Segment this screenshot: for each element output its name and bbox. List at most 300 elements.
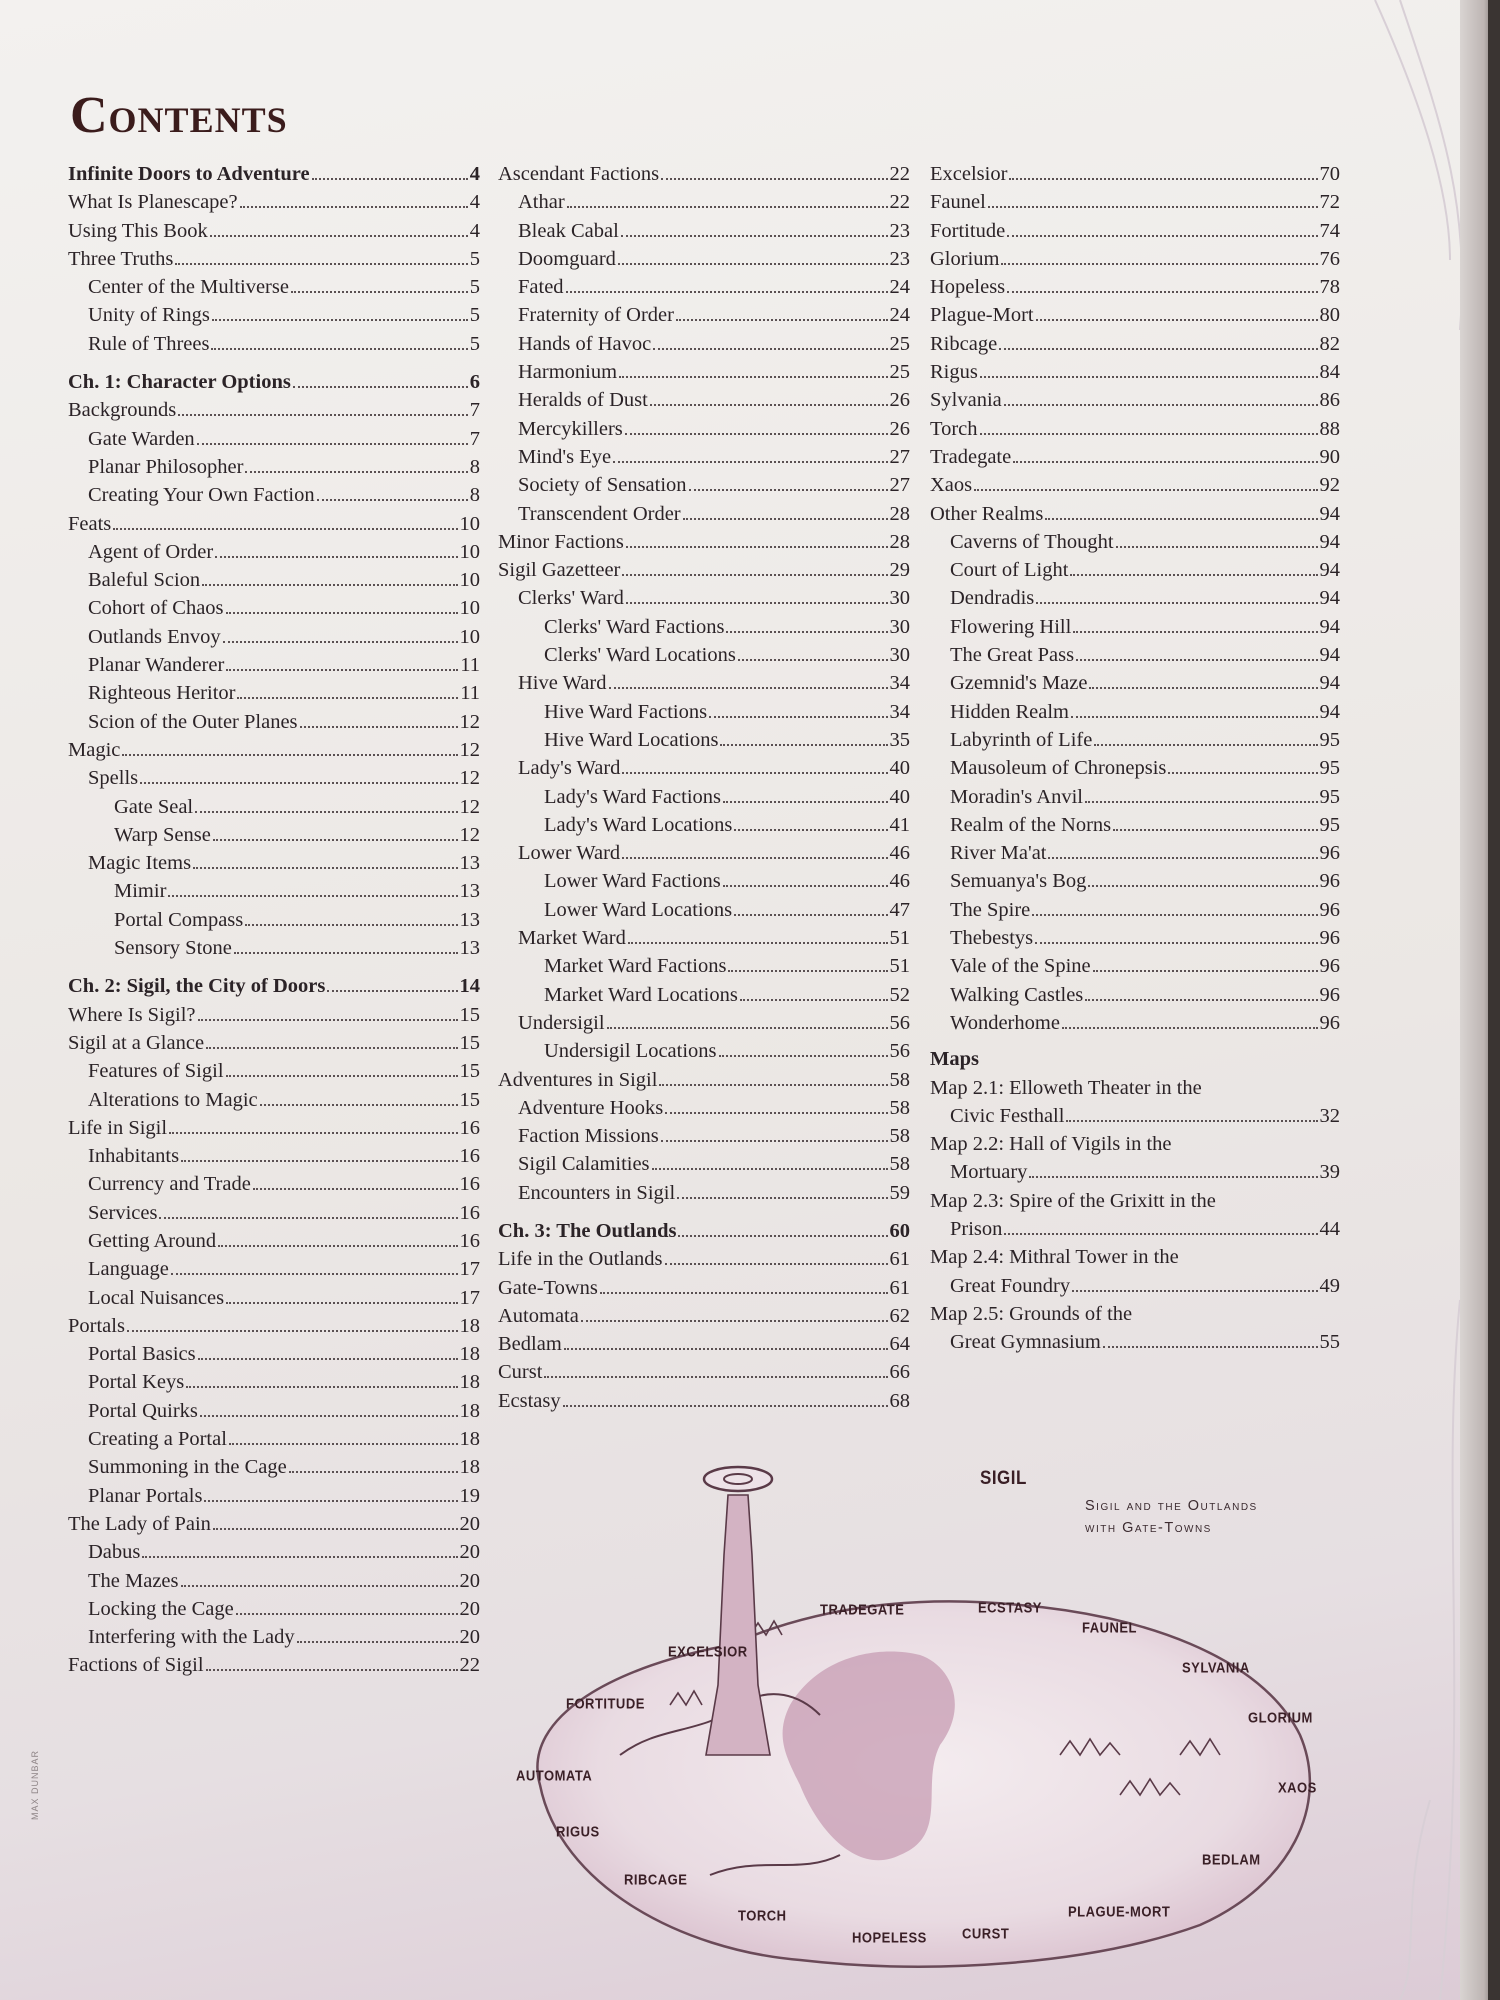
- toc-entry-page: 20: [459, 1597, 480, 1620]
- toc-entry-page: 96: [1319, 1011, 1340, 1034]
- toc-entry: [68, 793, 480, 821]
- toc-entry: [498, 1179, 910, 1207]
- toc-entry-page: 72: [1319, 191, 1340, 214]
- dot-leader: [181, 1569, 458, 1587]
- toc-entry: [498, 188, 910, 216]
- dot-leader: [1113, 813, 1317, 831]
- toc-entry: [68, 1255, 480, 1283]
- map-entry-title: Map 2.2: Hall of Vigils in the: [930, 1133, 1172, 1156]
- map-list-entry: [930, 1187, 1340, 1244]
- toc-entry: [68, 594, 480, 622]
- toc-entry-title: What Is Planescape?: [68, 191, 238, 214]
- toc-entry-title: Glorium: [930, 247, 1000, 270]
- toc-entry: [498, 1150, 910, 1178]
- toc-entry-title: Services: [88, 1201, 158, 1224]
- toc-entry-title: Portals: [68, 1314, 125, 1337]
- toc-entry: [930, 698, 1340, 726]
- dot-leader: [738, 643, 888, 661]
- dot-leader: [127, 1314, 458, 1332]
- dot-leader: [213, 1512, 458, 1530]
- toc-entry-page: 56: [889, 1011, 910, 1034]
- map-entry-title: Map 2.1: Elloweth Theater in the: [930, 1076, 1202, 1099]
- toc-entry: [68, 1368, 480, 1396]
- toc-entry: [930, 811, 1340, 839]
- toc-entry-page: 12: [459, 795, 480, 818]
- toc-entry: [498, 924, 910, 952]
- dot-leader: [1094, 728, 1317, 746]
- map-label-ecstasy: ECSTASY: [978, 1598, 1042, 1617]
- toc-entry: [498, 981, 910, 1009]
- toc-entry: [68, 1199, 480, 1227]
- toc-entry-title: Semuanya's Bog: [950, 870, 1087, 893]
- toc-entry: [68, 301, 480, 329]
- toc-entry: [68, 623, 480, 651]
- toc-entry-page: 26: [889, 417, 910, 440]
- toc-entry-title: Alterations to Magic: [88, 1088, 258, 1111]
- toc-entry: [498, 726, 910, 754]
- toc-entry-page: 6: [469, 371, 480, 394]
- dot-leader: [659, 1068, 887, 1086]
- dot-leader: [734, 813, 887, 831]
- toc-entry-title: Heralds of Dust: [518, 389, 648, 412]
- dot-leader: [740, 983, 888, 1001]
- toc-entry: [68, 1057, 480, 1085]
- toc-entry: [498, 839, 910, 867]
- toc-entry-title: Harmonium: [518, 361, 618, 384]
- toc-entry-title: Xaos: [930, 474, 973, 497]
- dot-leader: [193, 851, 457, 869]
- toc-entry-title: Features of Sigil: [88, 1060, 224, 1083]
- dot-leader: [293, 370, 468, 388]
- dot-leader: [1004, 1217, 1317, 1235]
- toc-entry-title: Ascendant Factions: [498, 163, 660, 185]
- dot-leader: [980, 360, 1318, 378]
- dot-leader: [709, 700, 887, 718]
- dot-leader: [1088, 869, 1317, 887]
- toc-entry-page: 41: [889, 813, 910, 836]
- toc-entry-title: Life in the Outlands: [498, 1248, 663, 1271]
- dot-leader: [734, 898, 887, 916]
- dot-leader: [210, 219, 468, 237]
- toc-entry: [498, 443, 910, 471]
- dot-leader: [665, 1096, 887, 1114]
- toc-entry-title: Flowering Hill: [950, 615, 1072, 638]
- toc-entry: [498, 500, 910, 528]
- map-entry-location: Great Gymnasium: [950, 1331, 1101, 1354]
- toc-entry-page: 58: [889, 1068, 910, 1091]
- toc-entry-title: Fated: [518, 276, 564, 299]
- toc-entry-page: 19: [459, 1484, 480, 1507]
- map-label-curst: CURST: [962, 1924, 1010, 1943]
- toc-entry-page: 10: [459, 540, 480, 563]
- toc-entry-title: Clerks' Ward: [518, 587, 624, 610]
- dot-leader: [297, 1625, 458, 1643]
- toc-entry-page: 12: [459, 823, 480, 846]
- toc-entry-page: 23: [889, 219, 910, 242]
- toc-entry: [498, 641, 910, 669]
- toc-entry-title: Faunel: [930, 191, 986, 214]
- toc-entry: [68, 906, 480, 934]
- dot-leader: [291, 275, 468, 293]
- dot-leader: [113, 512, 457, 530]
- maps-list: [930, 1074, 1340, 1357]
- dot-leader: [1007, 219, 1317, 237]
- toc-entry-title: Walking Castles: [950, 983, 1084, 1006]
- map-label-plague-mort: PLAGUE-MORT: [1068, 1902, 1171, 1921]
- toc-entry: [68, 368, 480, 396]
- toc-entry-title: Portal Quirks: [88, 1399, 198, 1422]
- toc-entry-page: 94: [1319, 615, 1340, 638]
- toc-entry-title: Gate-Towns: [498, 1276, 598, 1299]
- dot-leader: [159, 1201, 457, 1219]
- map-label-hopeless: HOPELESS: [852, 1928, 927, 1947]
- toc-entry: [930, 783, 1340, 811]
- toc-entry-title: Language: [88, 1258, 169, 1281]
- toc-entry: [498, 556, 910, 584]
- toc-entry-page: 40: [889, 785, 910, 808]
- dot-leader: [245, 455, 467, 473]
- map-label-glorium: GLORIUM: [1248, 1708, 1313, 1727]
- sigil-ring: [704, 1467, 772, 1491]
- toc-entry: [930, 528, 1340, 556]
- toc-entry: [68, 330, 480, 358]
- toc-entry: [930, 188, 1340, 216]
- dot-leader: [626, 530, 888, 548]
- toc-entry: [930, 386, 1340, 414]
- toc-entry-title: Sigil Gazetteer: [498, 559, 621, 582]
- dot-leader: [1073, 615, 1317, 633]
- toc-entry-page: 7: [469, 427, 480, 450]
- toc-entry-title: Agent of Order: [88, 540, 214, 563]
- dot-leader: [122, 738, 457, 756]
- map-label-torch: TORCH: [738, 1906, 787, 1925]
- toc-entry-title: Automata: [498, 1304, 579, 1327]
- toc-entry-title: Transcendent Order: [518, 502, 681, 525]
- toc-entry-page: 74: [1319, 219, 1340, 242]
- toc-entry-page: 13: [459, 880, 480, 903]
- toc-entry-page: 12: [459, 767, 480, 790]
- toc-entry-page: 15: [459, 1031, 480, 1054]
- dot-leader: [168, 879, 457, 897]
- toc-entry-title: Dendradis: [950, 587, 1035, 610]
- toc-entry-title: Lady's Ward: [518, 757, 621, 780]
- toc-entry-page: 62: [889, 1304, 910, 1327]
- toc-entry-title: Infinite Doors to Adventure: [68, 163, 310, 185]
- toc-entry-title: Society of Sensation: [518, 474, 687, 497]
- toc-entry-title: Three Truths: [68, 247, 174, 270]
- toc-entry-title: Mind's Eye: [518, 445, 612, 468]
- toc-entry-title: Factions of Sigil: [68, 1654, 204, 1677]
- toc-entry-page: 10: [459, 597, 480, 620]
- toc-entry: [68, 1001, 480, 1029]
- toc-entry: [930, 924, 1340, 952]
- dot-leader: [999, 332, 1317, 350]
- toc-entry-page: 94: [1319, 672, 1340, 695]
- toc-entry-title: Portal Basics: [88, 1343, 196, 1366]
- toc-entry-page: 94: [1319, 700, 1340, 723]
- toc-entry-title: Mimir: [114, 880, 167, 903]
- dot-leader: [661, 1124, 888, 1142]
- toc-entry-title: Moradin's Anvil: [950, 785, 1083, 808]
- toc-entry-page: 60: [889, 1219, 910, 1242]
- toc-entry-title: Mercykillers: [518, 417, 623, 440]
- toc-entry-title: Currency and Trade: [88, 1173, 251, 1196]
- toc-entry-title: Righteous Heritor: [88, 682, 236, 705]
- dot-leader: [1085, 785, 1318, 803]
- dot-leader: [607, 1011, 888, 1029]
- toc-entry-page: 70: [1319, 163, 1340, 185]
- dot-leader: [142, 1540, 457, 1558]
- toc-entry-page: 8: [469, 484, 480, 507]
- dot-leader: [1076, 643, 1317, 661]
- dot-leader: [622, 756, 887, 774]
- toc-entry: [498, 1037, 910, 1065]
- toc-entry: [930, 1009, 1340, 1037]
- toc-entry-title: Dabus: [88, 1541, 141, 1564]
- dot-leader: [226, 1059, 458, 1077]
- the-spire: [706, 1495, 770, 1755]
- toc-column-1: [68, 160, 480, 1680]
- toc-entry: [68, 1595, 480, 1623]
- map-list-entry: [930, 1074, 1340, 1131]
- dot-leader: [1103, 1330, 1318, 1348]
- toc-entry: [498, 1274, 910, 1302]
- toc-entry-page: 34: [889, 700, 910, 723]
- toc-entry-page: 30: [889, 644, 910, 667]
- toc-entry-title: Planar Philosopher: [88, 455, 244, 478]
- toc-entry: [68, 1284, 480, 1312]
- toc-entry: [930, 245, 1340, 273]
- toc-entry-page: 96: [1319, 955, 1340, 978]
- toc-entry: [68, 538, 480, 566]
- map-label-rigus: RIGUS: [556, 1822, 600, 1841]
- toc-entry-page: 7: [469, 399, 480, 422]
- map-entry-location: Civic Festhall: [950, 1104, 1065, 1127]
- dot-leader: [236, 1597, 458, 1615]
- dot-leader: [1070, 558, 1317, 576]
- map-entry-title: Map 2.4: Mithral Tower in the: [930, 1246, 1179, 1269]
- page-edge: [1460, 0, 1500, 2000]
- toc-entry-page: 20: [459, 1626, 480, 1649]
- dot-leader: [566, 275, 888, 293]
- toc-entry-title: Bedlam: [498, 1333, 562, 1356]
- toc-entry-title: Sigil at a Glance: [68, 1031, 205, 1054]
- toc-entry: [68, 651, 480, 679]
- toc-entry-page: 26: [889, 389, 910, 412]
- toc-entry: [498, 330, 910, 358]
- toc-entry: [930, 556, 1340, 584]
- toc-entry-page: 15: [459, 1003, 480, 1026]
- dot-leader: [723, 869, 888, 887]
- toc-entry-page: 40: [889, 757, 910, 780]
- toc-entry-page: 96: [1319, 870, 1340, 893]
- toc-entry-page: 80: [1319, 304, 1340, 327]
- toc-entry-page: 95: [1319, 757, 1340, 780]
- toc-entry-page: 96: [1319, 983, 1340, 1006]
- toc-entry-title: Fortitude: [930, 219, 1006, 242]
- dot-leader: [720, 728, 887, 746]
- toc-entry-page: 46: [889, 870, 910, 893]
- toc-entry: [68, 972, 480, 1000]
- map-label-excelsior: EXCELSIOR: [668, 1642, 748, 1661]
- toc-entry-title: Where Is Sigil?: [68, 1003, 196, 1026]
- toc-entry: [68, 934, 480, 962]
- dot-leader: [1029, 1160, 1317, 1178]
- toc-entry: [498, 301, 910, 329]
- dot-leader: [1062, 1011, 1318, 1029]
- dot-leader: [567, 190, 888, 208]
- toc-entry: [930, 330, 1340, 358]
- toc-entry-page: 25: [889, 361, 910, 384]
- dot-leader: [175, 247, 467, 265]
- dot-leader: [213, 823, 458, 841]
- toc-entry-page: 96: [1319, 842, 1340, 865]
- toc-entry-title: Clerks' Ward Locations: [544, 644, 736, 667]
- toc-entry-title: Faction Missions: [518, 1125, 659, 1148]
- toc-entry: [68, 160, 480, 188]
- toc-entry-page: 22: [889, 163, 910, 185]
- map-entry-title: Map 2.3: Spire of the Grixitt in the: [930, 1189, 1216, 1212]
- dot-leader: [974, 473, 1317, 491]
- dot-leader: [1036, 586, 1317, 604]
- toc-entry-title: Using This Book: [68, 219, 208, 242]
- map-list-entry: [930, 1300, 1340, 1357]
- toc-entry: [930, 443, 1340, 471]
- toc-entry: [498, 245, 910, 273]
- toc-entry: [498, 783, 910, 811]
- toc-entry-page: 11: [460, 682, 480, 705]
- toc-entry-page: 5: [469, 276, 480, 299]
- toc-entry-title: Outlands Envoy: [88, 625, 221, 648]
- toc-entry-title: The Mazes: [88, 1569, 179, 1592]
- toc-entry-title: Magic: [68, 738, 121, 761]
- toc-entry: [930, 217, 1340, 245]
- toc-entry-page: 90: [1319, 445, 1340, 468]
- toc-entry: [930, 584, 1340, 612]
- toc-entry: [930, 896, 1340, 924]
- dot-leader: [613, 445, 887, 463]
- dot-leader: [618, 247, 888, 265]
- toc-entry-page: 27: [889, 474, 910, 497]
- dot-leader: [312, 162, 468, 180]
- toc-entry: [68, 877, 480, 905]
- map-label-xaos: XAOS: [1278, 1778, 1317, 1797]
- dot-leader: [581, 1304, 888, 1322]
- dot-leader: [1013, 445, 1317, 463]
- toc-entry-title: Lower Ward: [518, 842, 621, 865]
- toc-entry-title: Inhabitants: [88, 1145, 180, 1168]
- toc-entry-page: 16: [459, 1116, 480, 1139]
- toc-entry-title: Doomguard: [518, 247, 616, 270]
- toc-entry: [68, 736, 480, 764]
- toc-entry-page: 61: [889, 1276, 910, 1299]
- toc-entry: [498, 811, 910, 839]
- toc-entry: [68, 821, 480, 849]
- toc-entry-title: Sensory Stone: [114, 937, 232, 960]
- toc-entry-title: The Lady of Pain: [68, 1512, 211, 1535]
- dot-leader: [726, 615, 887, 633]
- toc-entry-title: Ch. 2: Sigil, the City of Doors: [68, 975, 326, 998]
- map-label-tradegate: TRADEGATE: [820, 1600, 905, 1619]
- toc-entry: [68, 453, 480, 481]
- toc-entry-title: Lady's Ward Locations: [544, 813, 733, 836]
- toc-entry-title: Cohort of Chaos: [88, 597, 224, 620]
- toc-entry: [68, 1114, 480, 1142]
- toc-entry-page: 10: [459, 512, 480, 535]
- toc-entry-page: 16: [459, 1173, 480, 1196]
- toc-entry-page: 28: [889, 530, 910, 553]
- toc-entry-title: Wonderhome: [950, 1011, 1060, 1034]
- toc-entry: [930, 301, 1340, 329]
- toc-entry-page: 10: [459, 625, 480, 648]
- dot-leader: [625, 417, 888, 435]
- toc-entry-title: Gate Warden: [88, 427, 195, 450]
- dot-leader: [1009, 162, 1317, 180]
- toc-entry-page: 22: [889, 191, 910, 214]
- dot-leader: [253, 1172, 458, 1190]
- toc-entry-page: 88: [1319, 417, 1340, 440]
- toc-entry: [68, 1425, 480, 1453]
- toc-entry: [68, 1170, 480, 1198]
- toc-entry-title: Gate Seal: [114, 795, 194, 818]
- toc-entry-page: 34: [889, 672, 910, 695]
- toc-entry: [930, 669, 1340, 697]
- toc-entry-title: Rule of Threes: [88, 332, 210, 355]
- dot-leader: [628, 926, 888, 944]
- toc-entry: [498, 1245, 910, 1273]
- dot-leader: [653, 332, 887, 350]
- toc-entry: [930, 952, 1340, 980]
- dot-leader: [245, 908, 457, 926]
- toc-entry-title: Labyrinth of Life: [950, 728, 1093, 751]
- dot-leader: [212, 303, 468, 321]
- dot-leader: [181, 1144, 457, 1162]
- dot-leader: [218, 1229, 457, 1247]
- toc-entry-title: Realm of the Norns: [950, 813, 1112, 836]
- toc-entry-page: 58: [889, 1096, 910, 1119]
- toc-entry: [68, 396, 480, 424]
- toc-entry-page: 17: [459, 1258, 480, 1281]
- toc-entry-title: Creating a Portal: [88, 1428, 227, 1451]
- map-entry-page: 39: [1319, 1161, 1340, 1184]
- dot-leader: [198, 1003, 458, 1021]
- toc-entry-page: 56: [889, 1040, 910, 1063]
- toc-entry-title: Planar Wanderer: [88, 654, 225, 677]
- map-label-automata: AUTOMATA: [516, 1766, 593, 1785]
- toc-entry-title: Thebestys: [950, 927, 1034, 950]
- toc-entry-page: 27: [889, 445, 910, 468]
- toc-entry: [930, 613, 1340, 641]
- dot-leader: [223, 625, 458, 643]
- toc-entry: [498, 584, 910, 612]
- toc-entry-page: 47: [889, 898, 910, 921]
- toc-entry-title: Undersigil Locations: [544, 1040, 717, 1063]
- toc-entry: [68, 1086, 480, 1114]
- dot-leader: [678, 1219, 887, 1237]
- toc-entry-title: Hive Ward Factions: [544, 700, 708, 723]
- toc-entry-title: Athar: [518, 191, 565, 214]
- toc-entry-page: 51: [889, 955, 910, 978]
- toc-entry-page: 51: [889, 927, 910, 950]
- toc-entry-title: Market Ward Factions: [544, 955, 727, 978]
- toc-entry: [498, 1094, 910, 1122]
- illustrator-credit: MAX DUNBAR: [30, 1749, 40, 1820]
- dot-leader: [1116, 530, 1318, 548]
- dot-leader: [619, 360, 887, 378]
- dot-leader: [650, 388, 888, 406]
- toc-entry-page: 66: [889, 1361, 910, 1384]
- dot-leader: [1089, 671, 1317, 689]
